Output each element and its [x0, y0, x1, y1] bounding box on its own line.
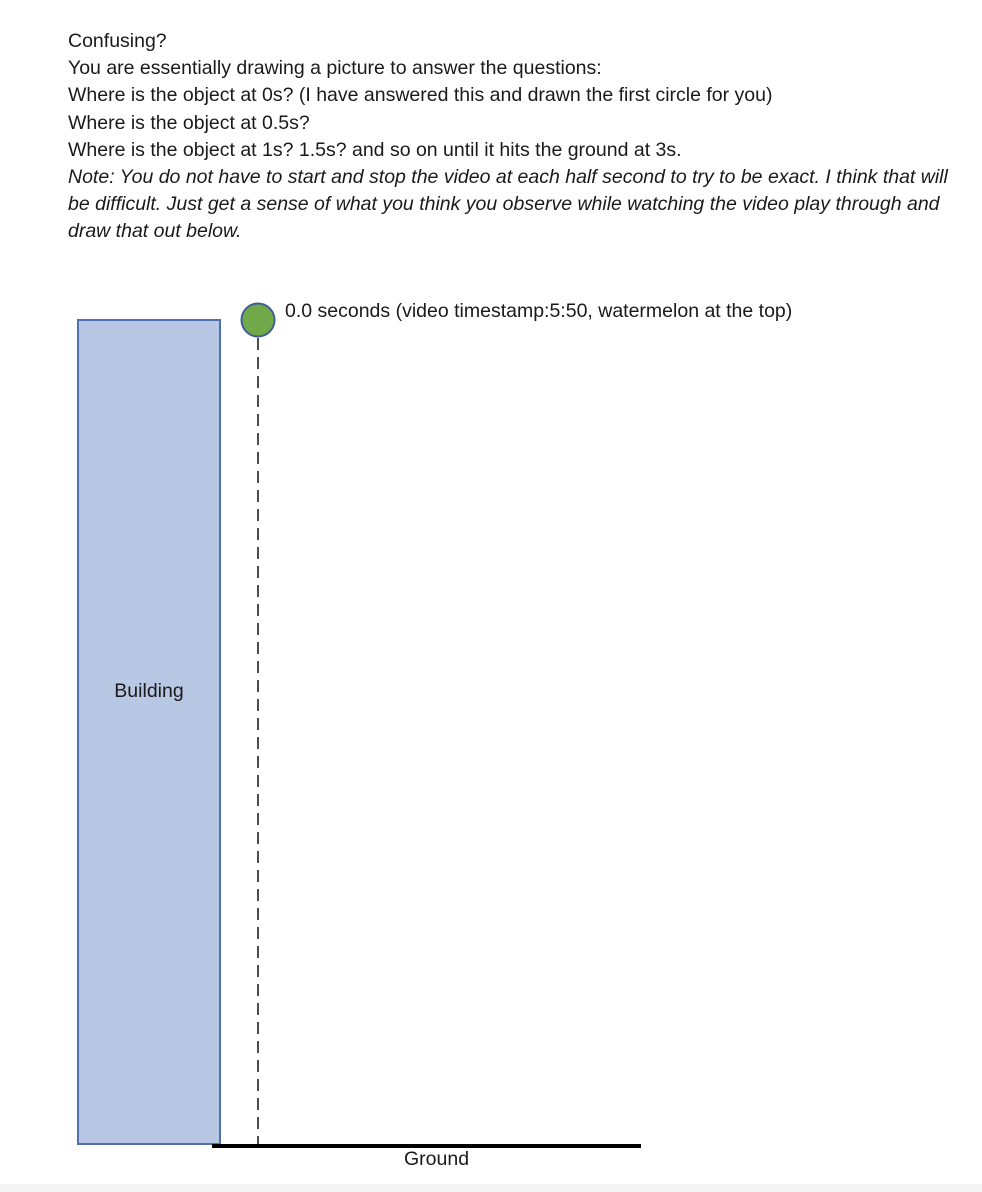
instruction-line-question-0s: Where is the object at 0s? (I have answered this and drawn the first circle for you) — [68, 84, 773, 107]
page-bottom-strip — [0, 1184, 982, 1192]
building-label: Building — [114, 679, 184, 702]
instruction-line-question-1s: Where is the object at 1s? 1.5s? and so on until it hits the ground at 3s. — [68, 138, 682, 161]
ground-label: Ground — [404, 1148, 470, 1170]
instruction-line-intro: You are essentially drawing a picture to answer the questions: — [68, 57, 602, 80]
watermelon-circle-0s — [242, 304, 275, 337]
instruction-note: Note: You do not have to start and stop the video at each half second to try to be exact. I think that will be difficult. Just get a sense of what you think you observe while watching the video play through and draw that out below. — [68, 166, 948, 243]
instruction-line-confusing: Confusing? — [68, 30, 167, 52]
ball-label-0s: 0.0 seconds (video timestamp:5:50, watermelon at the top) — [285, 300, 793, 322]
instruction-line-question-0-5s: Where is the object at 0.5s? — [68, 111, 310, 134]
